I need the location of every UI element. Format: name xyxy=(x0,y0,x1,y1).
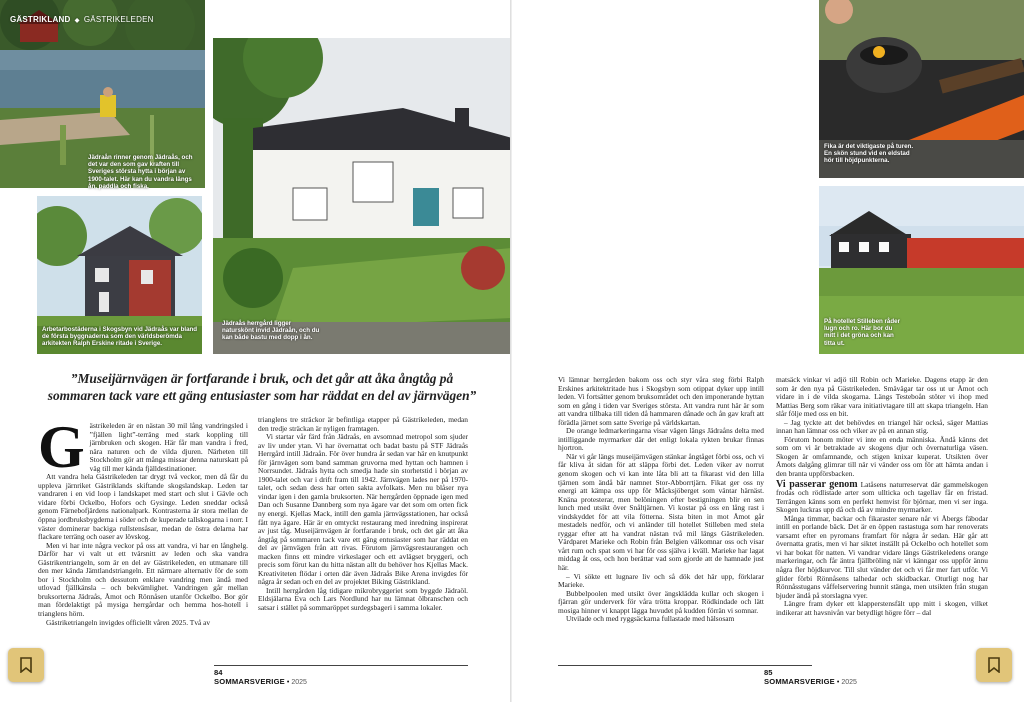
section-title: GÄSTRIKLAND xyxy=(10,15,71,24)
footer-rule xyxy=(558,665,812,666)
kettle-caption: Fika är det viktigaste på turen. En skön stund vid en eldstad hör till höjdpunkterna. xyxy=(824,143,914,165)
footer: 85 SOMMARSVERIGE • 2025 xyxy=(764,668,857,686)
text-column-1 xyxy=(38,414,248,627)
paragraph: Vi startar vår färd från Jädraås, en avsomnad metropol som sjuder av liv under ytan. Vi har övernattat och badat bastu på STF Jädraås Herrgård intill Jädraån. För över hundra år sedan var här en knutpunkt för järnvägen som band samman gruvorna med hyttan och hamnen i Norrsundet. Jädraås hytta och smedja hade sin storhetstid i början av 1900-talet och var i drift fram till 1942. Järnvägen lades ner på 1970-talet, och sedan dess har orten sakta avfolkats. Men nu blåser nya vindar igen i den gamla bruksorten. När herrgården öppnade igen med Dan och Susanne Dannberg som nya ägare var det som om orten fick ny energi. Kjellas Mack, intill den gamla järnvägsstationen, har också fått nya ägare. Här är en omtyckt restaurang med inredning inspirerat av just tåg. Museijärnvägen är fortfarande i bruk, och det går att åka ångtåg på sommaren tack vare ett gäng entusiaster som har räddat en del av järnvägen från att rivas. Förutom järnvägsrestaurangen och macken finns ett mindre virkeslager och ett avlägset bryggeri, och precis som förut kan du hitta nästan allt du behöver hos Kjellas Mack. Kreativiteten flödar i orten där även Jädraås Bike Arena invigdes för några år sedan och en del av projektet Biking Gästrikland. xyxy=(258,432,468,587)
hotel-caption: På hotellet Stilleben råder lugn och ro. Här bor du mitt i det gröna och kan titta ut. xyxy=(824,318,900,347)
paragraph: Många timmar, backar och fikaraster senare når vi Åbergs fäbodar intill en porlande bäck. Det är en öppen rastastuga som har renoverats varsamt efter en pyromans framfart för några år sedan. Här går att övernatta gratis, men vi har siktet inställt på Ockelbo och hotellet som vi har bokat för natten. Vi vandrar vidare längs Gästrikeledens orange markeringar, och får äntra fjällbröling när vi känngar oss uppför ännu några fler höjdkurvor. Till slut vänder det och vi får mer fart utför. Vi glider förbi Rönnåsens talhedar och skidbackar. Oturligt nog har Rönnåsstugans våffelservering hunnit stänga, men utsikten från stugan bjuder ändå på storslagna vyer. xyxy=(776,513,988,600)
paragraph: – Jag tyckte att det behövdes en triangel här också, säger Mattias innan han lämnar oss och viker av på en annan stig. xyxy=(776,417,988,436)
drop-cap: G xyxy=(38,414,85,480)
bookmark-button-left[interactable] xyxy=(8,648,44,682)
section-subhead: Vi passerar genom xyxy=(776,478,858,490)
paragraph: trianglens tre sträckor är befintliga etapper på Gästrikeleden, medan den tredje sträckan är nyligen framtagen. xyxy=(258,415,468,433)
paragraph: Latåsens naturreservat där gammelskogen frodas och rödlistade arter som ullticka och tagellav får en fristad. Terrängen känns som en perfekt hemvist för björnar, men vi ser inga. Skogen luckras upp då och då av mindre myrmarker. xyxy=(776,479,988,515)
paragraph: Längre fram dyker ett klapperstensfält upp mitt i skogen, vilket indikerar att havsnivån var betydligt högre förr – dal xyxy=(776,599,988,617)
paragraph: Att vandra hela Gästrikeleden tar drygt två veckor, men då får du uppleva järnriket Gästriklands skiftande skogslandskap. Leden tar vandraren i en vid loop i landskapet med start och slut i Gävle och vidare förbi Ockelbo, Hofors och Gysinge. Leden sneddar också genom Färnebofjärdens nationalpark. Kontrasterna är stora mellan de öppna jordbruksbygderna i söder och de kuperade tallskogarna i norr. I väster dominerar backiga rullstensåsar, medan de östra delarna har flackare terräng och oaser av lövskog. xyxy=(38,472,248,542)
right-page xyxy=(512,0,1024,702)
section-subtitle: GÄSTRIKELEDEN xyxy=(83,15,154,24)
paragraph: Men vi har inte några veckor på oss att vandra, vi har en långhelg. Därför har vi valt ut ett tvärsnitt av leden och ska vandra Gästrikentriangeln, som är en del av Gästrikeleden, en utmanare till den mer kända Jämtlandstriangeln. Ett närmare alternativ för de som bor i Stockholm och dessutom enklare vandring men ändå med utlovad fjällkänsla – och bekvämlighet. Vandringen går mellan bruksorterna Jädraås, Åmot och Rönnåsen utanför Ockelbo. Bor gör man fördelaktigt på mysiga herrgårdar och hemma hos-hotell i trianglens hörn. xyxy=(38,540,248,619)
paragraph: När vi går längs museijärnvägen stänkar ångtåget förbi oss, och vi får kliva åt sidan för att släppa förbi det. Leden viker av norrut genom skogen och vi kan inte låta bli att ta fikarast vid den lilla tjärnen som ändå bär namnet Stor-Abborrtjärn. Fikat ger oss ny energi att kämpa oss upp för Måcksjöberget som väntar härnäst. Knäna protesterar, men belöningen efter bestigningen blir en sen lunch med utsikt över Snåltjärnen. Vi kostar på oss en lång rast i vindskyddet för att vila fötterna. Sista biten in mot Åmot går mestadels nedför, och vi anländer till hotellet Stilleben med stela ryggar efter att ha vandrat nästan två mil längs Gästrikeleden. Värdparet Marieke och Robin från Belgien välkomnar oss och visar vårt rum och spat som vi har för oss själva i kväll. Marieke har lagat middag åt oss, och hon berättar vad som gjorde att de hamnade just här. xyxy=(558,451,764,573)
text-column-3 xyxy=(558,376,764,624)
lake-caption: Jädraån rinner genom Jädraås, och det var den som gav kraften till Sveriges största hytta i början av 1900-talet. Här kan du vandra längs ån, paddla och fiska. xyxy=(88,154,193,190)
footer: 84 SOMMARSVERIGE • 2025 xyxy=(214,668,307,686)
issue-year: 2025 xyxy=(841,679,857,686)
text-column-4 xyxy=(776,376,988,617)
footer-rule xyxy=(214,665,468,666)
bookmark-button-right[interactable] xyxy=(976,648,1012,682)
paragraph: Intill herrgården låg tidigare mikrobryggeriet som byggde Jädraöl. Eldsjälarna Eva och Lars Nordlund har nu lämnat ölbranschen och satsar i stället på sommaröppet surdegsbageri i samma lokaler. xyxy=(258,585,468,613)
paragraph: Utvilade och med ryggsäckarna fullastade med hälsosam xyxy=(566,614,735,624)
page-number: 84 xyxy=(214,668,223,677)
paragraph: Förutom honom möter vi inte en enda människa. Ändå känns det som om vi är betraktade av skogens djur och övernaturliga väsen. Skogen är omfamnande, och stigen knixar kuperat. Utsikten över Åmots dalgång glimrar till när vi vänder oss om för att hämta andan i den branta uppförsbacken. xyxy=(776,434,988,479)
paragraph: Gästriketriangeln invigdes officiellt våren 2025. Två av xyxy=(46,617,211,627)
paragraph: – Vi sökte ett lugnare liv och så dök det här upp, förklarar Marieke. xyxy=(558,571,764,590)
page-number: 85 xyxy=(764,668,773,677)
houses-caption: Arbetarbostäderna i Skogsbyn vid Jädraås var bland de första byggnaderna som den världsberömda arkitekten Ralph Erskine ritade i Sverige. xyxy=(42,326,198,348)
pull-quote: ”Museijärnvägen är fortfarande i bruk, och det går att åka ångtåg på sommaren tack vare ett gäng entusiaster som har räddat en del av järnvägen” xyxy=(47,371,477,403)
paragraph: Vi lämnar herrgården bakom oss och styr våra steg förbi Ralph Erskines arkitektritade hus i Skogsbyn som otippat dyker upp intill leden. Vi fortsätter genom bruksområdet och den imponerande hyttan som en gång i tiden var Sveriges största. Att vandra runt här är som att vandra tillbaka till tiden då hammaren dånade och ån gav kraft att förädla järnet som satte Sverige på världskartan. xyxy=(558,375,764,427)
paragraph: Bubbelpoolen med utsikt över ängsklädda kullar och skogen i fjärran gör underverk för våra trötta kroppar. Rödkindade och lätt mosiga hinner vi knappt lägga huvudet på kudden förrän vi somnar. xyxy=(558,588,764,615)
manor-caption: Jädraås herrgård ligger naturskönt invid Jädraån, och du kan både bastu med dopp i ån. xyxy=(222,320,320,342)
bookmark-icon xyxy=(19,657,33,673)
paragraph: ästrikeleden är en nästan 30 mil lång vandringsled i ”fjällen light”-terräng med stark koppling till järnbruken och skogen. Här får man vandra i fred, nära naturen och de vilda djuren. Närheten till Stockholm gör att många missar denna naturskatt på väg till mer kända fjälldestinationer. xyxy=(89,421,248,473)
bookmark-icon xyxy=(987,657,1001,673)
magazine-name: SOMMARSVERIGE xyxy=(214,677,285,686)
section-label: GÄSTRIKLAND ◆ GÄSTRIKELEDEN xyxy=(10,15,154,24)
paragraph: matsäck vinkar vi adjö till Robin och Marieke. Dagens etapp är den som är den nya på Gästrikeleden. Smävägar tar oss ut ur Åmot och vidare in i de vilda skogarna. Längs Testeboån stöter vi ihop med Mattias Berg som räkar vara initiativtagare till att skapa triangeln. Han slår följe med oss en bit. xyxy=(776,375,988,419)
magazine-name: SOMMARSVERIGE xyxy=(764,677,835,686)
issue-year: 2025 xyxy=(291,679,307,686)
manor-photo xyxy=(213,38,512,354)
text-column-2 xyxy=(258,416,468,613)
paragraph: De orange ledmarkeringarna visar vägen längs Jädraåns delta med intilliggande myrmarker där det enligt lokala rykten brukar finnas hjortron. xyxy=(558,426,764,453)
